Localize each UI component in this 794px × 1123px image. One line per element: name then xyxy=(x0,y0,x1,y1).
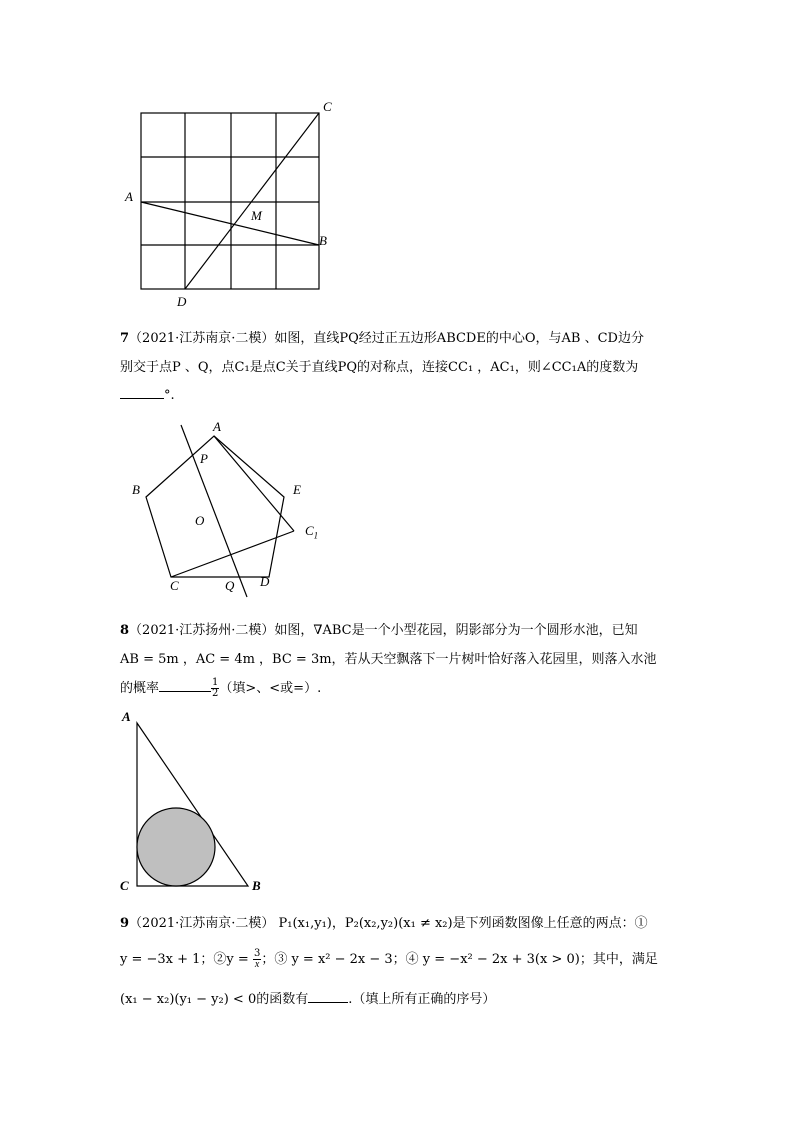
question-text: （填>、<或=）. xyxy=(219,681,322,696)
grid-label-b: B xyxy=(319,233,327,248)
grid-label-d: D xyxy=(177,294,187,309)
pentagon-label-p: P xyxy=(200,451,208,466)
question-number: 9 xyxy=(120,916,130,931)
question-text: .（填上所有正确的序号） xyxy=(348,992,496,1007)
grid-label-m: M xyxy=(251,208,262,223)
question-9-line-3 xyxy=(120,988,495,1007)
pentagon-label-o: O xyxy=(195,513,205,528)
pentagon-label-b: B xyxy=(132,482,140,497)
triangle-label-b: B xyxy=(252,878,261,893)
question-text: 的概率 xyxy=(120,681,160,696)
pentagon-label-e: E xyxy=(293,482,301,497)
question-number: 8 xyxy=(120,623,130,638)
question-text: °. xyxy=(164,388,175,403)
question-text: (x₁ − x₂)(y₁ − y₂) < 0的函数有 xyxy=(120,992,309,1007)
question-9-line-2 xyxy=(120,948,658,970)
pentagon-label-c: C xyxy=(170,578,179,593)
pentagon-label-c1: $C_1$ xyxy=(305,523,319,541)
triangle-label-c: C xyxy=(120,878,129,893)
triangle-label-a: A xyxy=(122,709,131,724)
question-text: ；③ y = x² − 2x − 3；④ y = −x² − 2x + 3(x > 0)；其中，满足 xyxy=(261,952,658,967)
question-9-line-1 xyxy=(120,912,648,931)
pentagon-label-q: Q xyxy=(225,578,235,593)
grid-label-c: C xyxy=(323,99,332,114)
question-number: 7 xyxy=(120,331,130,346)
grid-label-a: A xyxy=(125,189,133,204)
pond-circle xyxy=(137,808,215,886)
answer-blank[interactable] xyxy=(308,990,348,1003)
pentagon-label-d: D xyxy=(260,574,270,589)
question-text: （2021·江苏南京·二模） P₁(x₁,y₁)，P₂(x₂,y₂)(x₁ ≠ x₂)是下列函数图像上任意的两点：① xyxy=(129,916,648,931)
pentagon-label-a: A xyxy=(213,419,221,434)
question-text: （2021·江苏扬州·二模）如图，∇ABC是一个小型花园，阴影部分为一个圆形水池，已知 xyxy=(129,623,638,638)
question-text: y = −3x + 1；②y = xyxy=(120,952,249,967)
question-text: （2021·江苏南京·二模）如图，直线PQ经过正五边形ABCDE的中心O，与AB 、CD边分 xyxy=(129,331,644,346)
fraction-three-over-x: $\frac{3}{x}$ xyxy=(253,948,261,970)
fraction-one-half: $\frac{1}{2}$ xyxy=(212,677,219,699)
question-text: AB = 5m ，AC = 4m ，BC = 3m，若从天空飘落下一片树叶恰好落入花园里，则落入水池 xyxy=(120,652,657,667)
question-text: 别交于点P 、Q，点C₁是点C关于直线PQ的对称点，连接CC₁ ，AC₁，则∠CC₁A的度数为 xyxy=(120,360,639,375)
